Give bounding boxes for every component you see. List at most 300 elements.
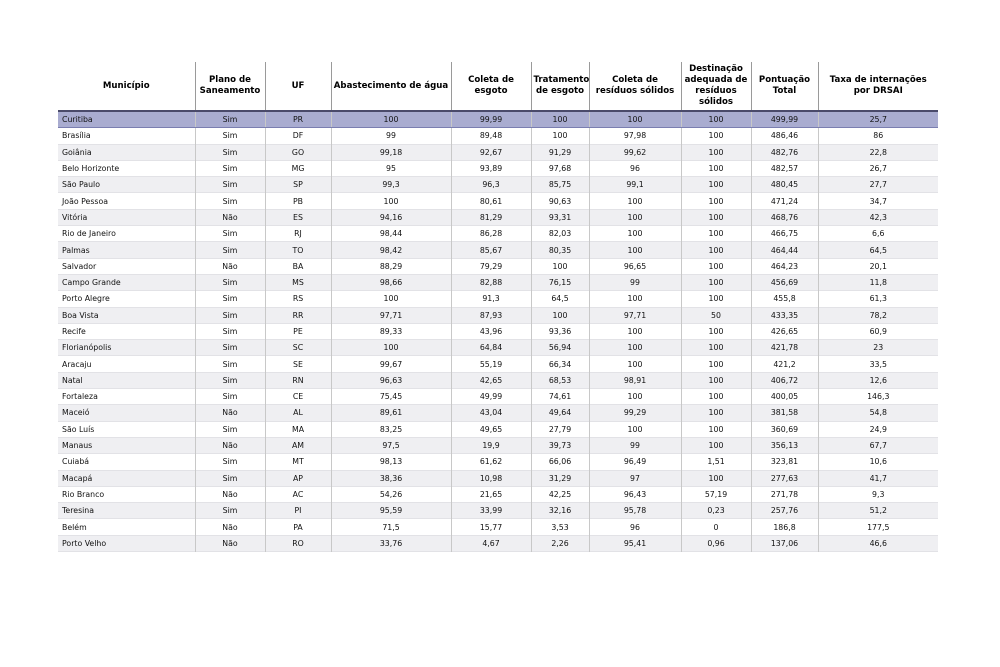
cell-plano: Sim <box>195 291 265 307</box>
cell-taxa: 22,8 <box>818 144 938 160</box>
cell-uf: AC <box>265 486 331 502</box>
cell-pontuacao: 468,76 <box>751 209 818 225</box>
cell-municipio: Porto Velho <box>58 535 195 551</box>
cell-abastecimento: 100 <box>331 340 451 356</box>
cell-destinacao: 100 <box>681 226 751 242</box>
cell-coleta-esgoto: 21,65 <box>451 486 531 502</box>
cell-coleta-residuos: 97 <box>589 470 681 486</box>
cell-uf: CE <box>265 389 331 405</box>
cell-coleta-residuos: 96,65 <box>589 258 681 274</box>
cell-tratamento: 68,53 <box>531 372 589 388</box>
cell-tratamento: 80,35 <box>531 242 589 258</box>
cell-abastecimento: 95 <box>331 160 451 176</box>
cell-uf: PA <box>265 519 331 535</box>
table-row <box>58 274 938 290</box>
table-row <box>58 405 938 421</box>
cell-tratamento: 100 <box>531 307 589 323</box>
cell-abastecimento: 99,67 <box>331 356 451 372</box>
cell-pontuacao: 277,63 <box>751 470 818 486</box>
cell-tratamento: 97,68 <box>531 160 589 176</box>
cell-tratamento: 91,29 <box>531 144 589 160</box>
cell-coleta-esgoto: 92,67 <box>451 144 531 160</box>
cell-abastecimento: 89,61 <box>331 405 451 421</box>
table-body <box>58 111 938 552</box>
cell-uf: GO <box>265 144 331 160</box>
cell-coleta-esgoto: 42,65 <box>451 372 531 388</box>
cell-municipio: Natal <box>58 372 195 388</box>
table-row <box>58 389 938 405</box>
cell-plano: Sim <box>195 226 265 242</box>
table-row <box>58 258 938 274</box>
table-row <box>58 209 938 225</box>
table-row <box>58 535 938 551</box>
cell-coleta-esgoto: 80,61 <box>451 193 531 209</box>
table-row <box>58 128 938 144</box>
cell-uf: MT <box>265 454 331 470</box>
table-row <box>58 323 938 339</box>
cell-coleta-esgoto: 10,98 <box>451 470 531 486</box>
cell-coleta-residuos: 100 <box>589 389 681 405</box>
table-row <box>58 340 938 356</box>
table-row <box>58 470 938 486</box>
cell-pontuacao: 323,81 <box>751 454 818 470</box>
cell-coleta-esgoto: 96,3 <box>451 177 531 193</box>
table-row <box>58 144 938 160</box>
cell-pontuacao: 456,69 <box>751 274 818 290</box>
cell-municipio: Brasília <box>58 128 195 144</box>
cell-tratamento: 56,94 <box>531 340 589 356</box>
cell-uf: RO <box>265 535 331 551</box>
cell-municipio: Salvador <box>58 258 195 274</box>
cell-municipio: Maceió <box>58 405 195 421</box>
cell-pontuacao: 482,76 <box>751 144 818 160</box>
cell-tratamento: 100 <box>531 111 589 128</box>
header-municipio: Município <box>58 62 195 111</box>
cell-pontuacao: 486,46 <box>751 128 818 144</box>
cell-coleta-residuos: 100 <box>589 242 681 258</box>
cell-destinacao: 57,19 <box>681 486 751 502</box>
cell-coleta-residuos: 100 <box>589 356 681 372</box>
cell-municipio: São Paulo <box>58 177 195 193</box>
cell-taxa: 177,5 <box>818 519 938 535</box>
cell-coleta-esgoto: 99,99 <box>451 111 531 128</box>
cell-abastecimento: 100 <box>331 193 451 209</box>
table-header <box>58 62 938 111</box>
cell-pontuacao: 455,8 <box>751 291 818 307</box>
cell-taxa: 27,7 <box>818 177 938 193</box>
cell-taxa: 20,1 <box>818 258 938 274</box>
cell-taxa: 61,3 <box>818 291 938 307</box>
cell-uf: AP <box>265 470 331 486</box>
cell-tratamento: 66,34 <box>531 356 589 372</box>
cell-destinacao: 100 <box>681 242 751 258</box>
cell-uf: PB <box>265 193 331 209</box>
cell-abastecimento: 97,71 <box>331 307 451 323</box>
header-uf: UF <box>265 62 331 111</box>
cell-coleta-esgoto: 64,84 <box>451 340 531 356</box>
cell-plano: Sim <box>195 421 265 437</box>
cell-uf: SE <box>265 356 331 372</box>
cell-taxa: 42,3 <box>818 209 938 225</box>
cell-abastecimento: 94,16 <box>331 209 451 225</box>
cell-municipio: Macapá <box>58 470 195 486</box>
cell-plano: Não <box>195 258 265 274</box>
cell-coleta-residuos: 100 <box>589 323 681 339</box>
cell-plano: Sim <box>195 193 265 209</box>
cell-uf: SC <box>265 340 331 356</box>
cell-uf: RS <box>265 291 331 307</box>
cell-destinacao: 100 <box>681 323 751 339</box>
table-row <box>58 111 938 128</box>
cell-tratamento: 32,16 <box>531 503 589 519</box>
cell-coleta-esgoto: 85,67 <box>451 242 531 258</box>
cell-municipio: Rio Branco <box>58 486 195 502</box>
cell-destinacao: 100 <box>681 144 751 160</box>
cell-municipio: Florianópolis <box>58 340 195 356</box>
cell-coleta-esgoto: 93,89 <box>451 160 531 176</box>
cell-municipio: Manaus <box>58 437 195 453</box>
cell-taxa: 10,6 <box>818 454 938 470</box>
cell-destinacao: 100 <box>681 160 751 176</box>
cell-coleta-esgoto: 15,77 <box>451 519 531 535</box>
cell-abastecimento: 99,18 <box>331 144 451 160</box>
table-row <box>58 519 938 535</box>
cell-taxa: 64,5 <box>818 242 938 258</box>
cell-coleta-residuos: 100 <box>589 421 681 437</box>
cell-destinacao: 100 <box>681 405 751 421</box>
header-taxa-internacoes: Taxa de internações por DRSAI <box>818 62 938 111</box>
table-row <box>58 226 938 242</box>
cell-coleta-residuos: 100 <box>589 226 681 242</box>
cell-pontuacao: 406,72 <box>751 372 818 388</box>
cell-uf: RJ <box>265 226 331 242</box>
cell-tratamento: 93,31 <box>531 209 589 225</box>
table-row <box>58 160 938 176</box>
table-row <box>58 372 938 388</box>
cell-destinacao: 100 <box>681 437 751 453</box>
cell-uf: AM <box>265 437 331 453</box>
cell-municipio: João Pessoa <box>58 193 195 209</box>
cell-taxa: 54,8 <box>818 405 938 421</box>
cell-taxa: 86 <box>818 128 938 144</box>
cell-municipio: Vitória <box>58 209 195 225</box>
cell-tratamento: 42,25 <box>531 486 589 502</box>
cell-tratamento: 85,75 <box>531 177 589 193</box>
cell-coleta-residuos: 100 <box>589 340 681 356</box>
cell-coleta-esgoto: 49,99 <box>451 389 531 405</box>
cell-destinacao: 100 <box>681 177 751 193</box>
cell-municipio: Belém <box>58 519 195 535</box>
cell-pontuacao: 482,57 <box>751 160 818 176</box>
cell-abastecimento: 96,63 <box>331 372 451 388</box>
cell-uf: AL <box>265 405 331 421</box>
cell-uf: RR <box>265 307 331 323</box>
cell-taxa: 51,2 <box>818 503 938 519</box>
cell-destinacao: 0 <box>681 519 751 535</box>
cell-coleta-residuos: 99 <box>589 274 681 290</box>
cell-tratamento: 64,5 <box>531 291 589 307</box>
cell-plano: Não <box>195 405 265 421</box>
cell-plano: Sim <box>195 111 265 128</box>
cell-tratamento: 2,26 <box>531 535 589 551</box>
cell-taxa: 23 <box>818 340 938 356</box>
cell-abastecimento: 100 <box>331 291 451 307</box>
cell-uf: SP <box>265 177 331 193</box>
cell-destinacao: 100 <box>681 258 751 274</box>
cell-abastecimento: 83,25 <box>331 421 451 437</box>
cell-destinacao: 100 <box>681 372 751 388</box>
cell-taxa: 11,8 <box>818 274 938 290</box>
cell-pontuacao: 421,78 <box>751 340 818 356</box>
table-row <box>58 242 938 258</box>
cell-plano: Sim <box>195 470 265 486</box>
cell-coleta-residuos: 95,78 <box>589 503 681 519</box>
cell-destinacao: 100 <box>681 470 751 486</box>
table-row <box>58 356 938 372</box>
cell-coleta-residuos: 96,43 <box>589 486 681 502</box>
cell-municipio: Fortaleza <box>58 389 195 405</box>
table-row <box>58 503 938 519</box>
cell-coleta-esgoto: 87,93 <box>451 307 531 323</box>
cell-taxa: 24,9 <box>818 421 938 437</box>
cell-abastecimento: 97,5 <box>331 437 451 453</box>
cell-uf: RN <box>265 372 331 388</box>
cell-tratamento: 3,53 <box>531 519 589 535</box>
cell-pontuacao: 271,78 <box>751 486 818 502</box>
cell-tratamento: 27,79 <box>531 421 589 437</box>
cell-plano: Sim <box>195 340 265 356</box>
cell-taxa: 6,6 <box>818 226 938 242</box>
cell-pontuacao: 464,23 <box>751 258 818 274</box>
cell-taxa: 46,6 <box>818 535 938 551</box>
cell-plano: Sim <box>195 144 265 160</box>
header-tratamento-esgoto: Tratamento de esgoto <box>531 62 589 111</box>
cell-abastecimento: 33,76 <box>331 535 451 551</box>
cell-destinacao: 50 <box>681 307 751 323</box>
header-pontuacao-total: Pontuação Total <box>751 62 818 111</box>
table-row <box>58 421 938 437</box>
cell-coleta-residuos: 99 <box>589 437 681 453</box>
cell-municipio: São Luís <box>58 421 195 437</box>
cell-coleta-esgoto: 33,99 <box>451 503 531 519</box>
cell-abastecimento: 99,3 <box>331 177 451 193</box>
cell-tratamento: 93,36 <box>531 323 589 339</box>
cell-destinacao: 0,96 <box>681 535 751 551</box>
header-coleta-residuos: Coleta de resíduos sólidos <box>589 62 681 111</box>
table-row <box>58 193 938 209</box>
cell-coleta-esgoto: 79,29 <box>451 258 531 274</box>
cell-tratamento: 74,61 <box>531 389 589 405</box>
cell-municipio: Aracaju <box>58 356 195 372</box>
header-coleta-esgoto: Coleta de esgoto <box>451 62 531 111</box>
cell-taxa: 78,2 <box>818 307 938 323</box>
cell-abastecimento: 38,36 <box>331 470 451 486</box>
cell-destinacao: 100 <box>681 421 751 437</box>
cell-uf: DF <box>265 128 331 144</box>
cell-pontuacao: 400,05 <box>751 389 818 405</box>
cell-tratamento: 90,63 <box>531 193 589 209</box>
cell-abastecimento: 98,13 <box>331 454 451 470</box>
ranking-table-container <box>58 62 938 552</box>
cell-plano: Sim <box>195 503 265 519</box>
cell-uf: PR <box>265 111 331 128</box>
cell-coleta-esgoto: 4,67 <box>451 535 531 551</box>
cell-uf: MS <box>265 274 331 290</box>
cell-abastecimento: 99 <box>331 128 451 144</box>
cell-plano: Sim <box>195 372 265 388</box>
cell-destinacao: 100 <box>681 291 751 307</box>
cell-pontuacao: 464,44 <box>751 242 818 258</box>
cell-taxa: 9,3 <box>818 486 938 502</box>
cell-coleta-esgoto: 81,29 <box>451 209 531 225</box>
cell-plano: Não <box>195 519 265 535</box>
cell-coleta-residuos: 96 <box>589 160 681 176</box>
cell-municipio: Campo Grande <box>58 274 195 290</box>
table-row <box>58 486 938 502</box>
cell-coleta-residuos: 96 <box>589 519 681 535</box>
cell-abastecimento: 100 <box>331 111 451 128</box>
cell-municipio: Recife <box>58 323 195 339</box>
table-row <box>58 177 938 193</box>
cell-coleta-residuos: 97,98 <box>589 128 681 144</box>
cell-plano: Não <box>195 437 265 453</box>
cell-uf: BA <box>265 258 331 274</box>
cell-plano: Sim <box>195 242 265 258</box>
cell-destinacao: 100 <box>681 389 751 405</box>
cell-plano: Sim <box>195 160 265 176</box>
cell-abastecimento: 98,42 <box>331 242 451 258</box>
cell-coleta-esgoto: 19,9 <box>451 437 531 453</box>
cell-destinacao: 100 <box>681 128 751 144</box>
cell-coleta-esgoto: 43,96 <box>451 323 531 339</box>
cell-taxa: 41,7 <box>818 470 938 486</box>
sanitation-ranking-table <box>58 62 938 552</box>
cell-uf: MG <box>265 160 331 176</box>
cell-taxa: 25,7 <box>818 111 938 128</box>
cell-destinacao: 0,23 <box>681 503 751 519</box>
cell-abastecimento: 54,26 <box>331 486 451 502</box>
cell-tratamento: 49,64 <box>531 405 589 421</box>
cell-municipio: Teresina <box>58 503 195 519</box>
cell-taxa: 67,7 <box>818 437 938 453</box>
table-row <box>58 454 938 470</box>
cell-coleta-esgoto: 43,04 <box>451 405 531 421</box>
cell-abastecimento: 95,59 <box>331 503 451 519</box>
cell-plano: Não <box>195 209 265 225</box>
cell-taxa: 12,6 <box>818 372 938 388</box>
cell-plano: Sim <box>195 389 265 405</box>
cell-uf: PE <box>265 323 331 339</box>
cell-coleta-residuos: 100 <box>589 193 681 209</box>
cell-municipio: Goiânia <box>58 144 195 160</box>
cell-coleta-esgoto: 55,19 <box>451 356 531 372</box>
cell-abastecimento: 71,5 <box>331 519 451 535</box>
cell-coleta-residuos: 100 <box>589 291 681 307</box>
table-row <box>58 291 938 307</box>
cell-taxa: 33,5 <box>818 356 938 372</box>
cell-municipio: Curitiba <box>58 111 195 128</box>
cell-abastecimento: 75,45 <box>331 389 451 405</box>
cell-pontuacao: 360,69 <box>751 421 818 437</box>
cell-tratamento: 39,73 <box>531 437 589 453</box>
cell-uf: TO <box>265 242 331 258</box>
cell-coleta-esgoto: 49,65 <box>451 421 531 437</box>
cell-abastecimento: 88,29 <box>331 258 451 274</box>
header-abastecimento-agua: Abastecimento de água <box>331 62 451 111</box>
cell-tratamento: 31,29 <box>531 470 589 486</box>
cell-destinacao: 100 <box>681 193 751 209</box>
cell-tratamento: 82,03 <box>531 226 589 242</box>
cell-coleta-residuos: 95,41 <box>589 535 681 551</box>
cell-municipio: Belo Horizonte <box>58 160 195 176</box>
cell-coleta-residuos: 99,1 <box>589 177 681 193</box>
cell-plano: Não <box>195 535 265 551</box>
cell-municipio: Boa Vista <box>58 307 195 323</box>
cell-plano: Não <box>195 486 265 502</box>
cell-plano: Sim <box>195 128 265 144</box>
cell-tratamento: 66,06 <box>531 454 589 470</box>
cell-destinacao: 100 <box>681 209 751 225</box>
cell-coleta-residuos: 98,91 <box>589 372 681 388</box>
header-row <box>58 62 938 111</box>
cell-taxa: 146,3 <box>818 389 938 405</box>
cell-pontuacao: 356,13 <box>751 437 818 453</box>
cell-municipio: Palmas <box>58 242 195 258</box>
cell-destinacao: 100 <box>681 274 751 290</box>
cell-pontuacao: 433,35 <box>751 307 818 323</box>
cell-destinacao: 100 <box>681 356 751 372</box>
cell-pontuacao: 137,06 <box>751 535 818 551</box>
cell-destinacao: 100 <box>681 340 751 356</box>
cell-plano: Sim <box>195 356 265 372</box>
cell-plano: Sim <box>195 323 265 339</box>
cell-taxa: 34,7 <box>818 193 938 209</box>
cell-municipio: Porto Alegre <box>58 291 195 307</box>
header-plano-saneamento: Plano de Saneamento <box>195 62 265 111</box>
cell-tratamento: 100 <box>531 128 589 144</box>
table-row <box>58 437 938 453</box>
cell-destinacao: 1,51 <box>681 454 751 470</box>
cell-pontuacao: 499,99 <box>751 111 818 128</box>
cell-pontuacao: 257,76 <box>751 503 818 519</box>
cell-uf: PI <box>265 503 331 519</box>
cell-coleta-residuos: 96,49 <box>589 454 681 470</box>
cell-tratamento: 76,15 <box>531 274 589 290</box>
cell-pontuacao: 471,24 <box>751 193 818 209</box>
cell-plano: Sim <box>195 177 265 193</box>
cell-coleta-esgoto: 61,62 <box>451 454 531 470</box>
cell-municipio: Cuiabá <box>58 454 195 470</box>
cell-plano: Sim <box>195 307 265 323</box>
cell-pontuacao: 381,58 <box>751 405 818 421</box>
header-destinacao-residuos: Destinação adequada de resíduos sólidos <box>681 62 751 111</box>
cell-abastecimento: 89,33 <box>331 323 451 339</box>
cell-coleta-residuos: 99,62 <box>589 144 681 160</box>
cell-coleta-residuos: 97,71 <box>589 307 681 323</box>
cell-coleta-residuos: 100 <box>589 209 681 225</box>
cell-uf: MA <box>265 421 331 437</box>
cell-coleta-residuos: 100 <box>589 111 681 128</box>
cell-coleta-residuos: 99,29 <box>589 405 681 421</box>
cell-plano: Sim <box>195 454 265 470</box>
cell-pontuacao: 466,75 <box>751 226 818 242</box>
table-row <box>58 307 938 323</box>
cell-plano: Sim <box>195 274 265 290</box>
cell-coleta-esgoto: 89,48 <box>451 128 531 144</box>
cell-destinacao: 100 <box>681 111 751 128</box>
cell-pontuacao: 186,8 <box>751 519 818 535</box>
cell-tratamento: 100 <box>531 258 589 274</box>
